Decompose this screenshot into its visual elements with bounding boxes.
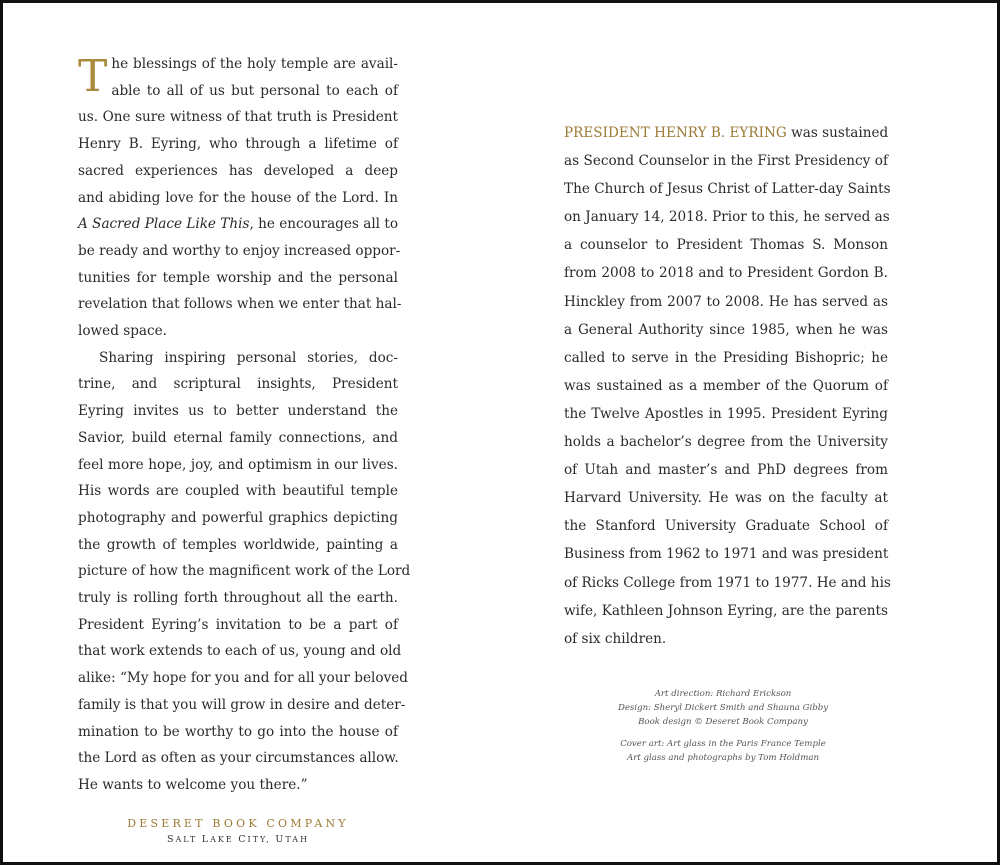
text-line: and abiding love for the house of the Lord. In (78, 189, 398, 206)
text-line: Harvard University. He was on the faculty at (564, 490, 888, 507)
text-line: as Second Counselor in the First Presidency of (564, 153, 888, 170)
text-line: Hinckley from 2007 to 2008. He has served as (564, 293, 888, 310)
text-line: the growth of temples worldwide, painting a (78, 536, 398, 553)
author-name: PRESIDENT HENRY B. EYRING (564, 125, 787, 141)
text-line: from 2008 to 2018 and to President Gordon B. (564, 265, 888, 282)
text-line: wife, Kathleen Johnson Eyring, are the parents (564, 602, 888, 619)
book-description-column (78, 51, 411, 799)
text-line: on January 14, 2018. Prior to this, he served as (564, 209, 890, 226)
text-line: Business from 1962 to 1971 and was president (564, 546, 889, 563)
text-line: His words are coupled with beautiful temple (78, 483, 398, 500)
text-line: picture of how the magnificent work of the Lord (78, 563, 411, 580)
credit-line: Art direction: Richard Erickson (654, 689, 792, 699)
text-line: called to serve in the Presiding Bishopric; he (564, 349, 888, 366)
text-line: Savior, build eternal family connections, and (78, 429, 398, 446)
text-line: sacred experiences has developed a deep (78, 162, 398, 179)
book-title: A Sacred Place Like This (78, 216, 250, 233)
text-line: lowed space. (78, 323, 167, 340)
text-line: photography and powerful graphics depicting (78, 509, 398, 526)
drop-cap: T (78, 51, 108, 102)
text-line: family is that you will grow in desire and deter- (78, 696, 406, 713)
credit-line: Cover art: Art glass in the Paris France Temple (620, 739, 826, 749)
text-line: Eyring invites us to better understand the (78, 403, 398, 420)
text-line: of Ricks College from 1971 to 1977. He and his (564, 574, 891, 591)
text-line: revelation that follows when we enter that hal- (78, 296, 402, 313)
text-line: he blessings of the holy temple are avail- (111, 56, 398, 72)
credit-line: Design: Sheryl Dickert Smith and Shauna Gibby (617, 703, 829, 713)
author-bio-column (564, 119, 891, 653)
text-line: He wants to welcome you there.” (78, 776, 308, 793)
text-line: PRESIDENT HENRY B. EYRING was sustained (564, 125, 889, 141)
text-line: the Lord as often as your circumstances allow. (78, 750, 399, 767)
text-line: us. One sure witness of that truth is President (78, 109, 398, 126)
text-line: A Sacred Place Like This, he encourages all to (78, 216, 398, 233)
publisher-imprint (103, 817, 373, 845)
text-line: tunities for temple worship and the personal (78, 269, 398, 286)
credit-line: Book design © Deseret Book Company (638, 717, 808, 727)
text-line: be ready and worthy to enjoy increased oppor- (78, 242, 401, 259)
text-line: of six children. (564, 630, 667, 647)
publisher-city: SALT LAKE CITY, UTAH (166, 834, 310, 845)
text-line: the Stanford University Graduate School of (564, 518, 888, 535)
text-line: of Utah and master’s and PhD degrees from (564, 462, 888, 479)
text-line: holds a bachelor’s degree from the University (564, 434, 888, 451)
text-line: a counselor to President Thomas S. Monson (564, 237, 888, 254)
credit-line: Art glass and photographs by Tom Holdman (627, 753, 819, 763)
text-line: truly is rolling forth throughout all the earth. (78, 590, 398, 607)
text-line: trine, and scriptural insights, President (78, 376, 398, 393)
text-line: was sustained as a member of the Quorum of (564, 377, 888, 394)
text-line: the Twelve Apostles in 1995. President Eyring (564, 405, 888, 422)
text-line: Sharing inspiring personal stories, doc- (99, 349, 398, 366)
text-line: alike: “My hope for you and for all your beloved (78, 670, 409, 687)
text-line: mination to be worthy to go into the house of (78, 723, 398, 740)
text-line: able to all of us but personal to each of (111, 82, 398, 99)
text-line: a General Authority since 1985, when he was (564, 321, 888, 338)
text-line: The Church of Jesus Christ of Latter-day Saints (564, 181, 891, 198)
text-line: President Eyring’s invitation to be a part of (78, 616, 398, 633)
text-line: feel more hope, joy, and optimism in our lives. (78, 456, 398, 473)
text-line: Henry B. Eyring, who through a lifetime of (78, 136, 398, 153)
text-line: that work extends to each of us, young and old (78, 643, 402, 660)
credits-block (563, 687, 883, 765)
publisher-name: DESERET BOOK COMPANY (127, 817, 349, 830)
